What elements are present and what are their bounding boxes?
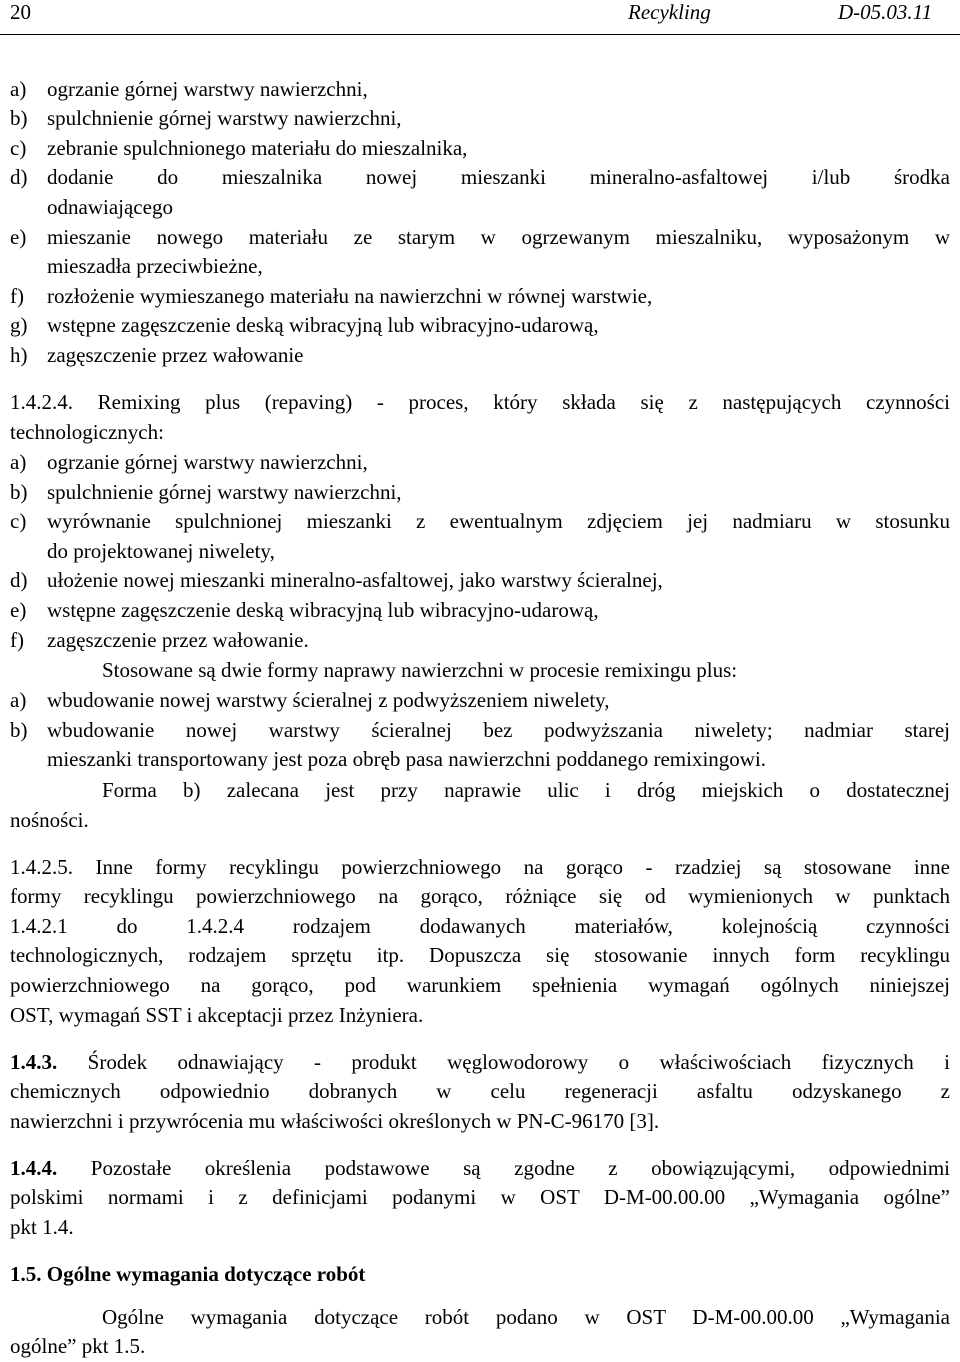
list-item: a) ogrzanie górnej warstwy nawierzchni, bbox=[10, 450, 368, 474]
paragraph-line: technologicznych: bbox=[10, 420, 164, 444]
list-item: e) mieszanie nowego materiału ze starym w ogrzewanym mieszalniku, wyposażonym w bbox=[10, 225, 950, 249]
paragraph-line: chemicznych odpowiednio dobranych w celu regeneracji asfaltu odzyskanego z bbox=[10, 1079, 950, 1103]
list-item: g) wstępne zagęszczenie deską wibracyjną lub wibracyjno-udarową, bbox=[10, 313, 599, 337]
list-item: c) zebranie spulchnionego materiału do mieszalnika, bbox=[10, 136, 468, 160]
list-item-continuation: odnawiającego bbox=[47, 195, 173, 219]
list-item-continuation: mieszadła przeciwbieżne, bbox=[47, 254, 263, 278]
paragraph-line: nośności. bbox=[10, 808, 89, 832]
list-item: d) ułożenie nowej mieszanki mineralno-asfaltowej, jako warstwy ścieralnej, bbox=[10, 568, 663, 592]
paragraph-line: formy recyklingu powierzchniowego na gorąco, różniące się od wymienionych w punktach bbox=[10, 884, 950, 908]
header-document-code: D-05.03.11 bbox=[838, 0, 933, 24]
page-number: 20 bbox=[10, 0, 31, 24]
list-item: a) wbudowanie nowej warstwy ścieralnej z podwyższeniem niwelety, bbox=[10, 688, 610, 712]
list-item: f) zagęszczenie przez wałowanie. bbox=[10, 628, 309, 652]
paragraph-line: powierzchniowego na gorąco, pod warunkiem spełnienia wymagań ogólnych niniejszej bbox=[10, 973, 950, 997]
page-header bbox=[0, 0, 960, 35]
section-heading: 1.5. Ogólne wymagania dotyczące robót bbox=[10, 1262, 366, 1286]
header-title: Recykling bbox=[628, 0, 711, 24]
list-item: b) spulchnienie górnej warstwy nawierzchni, bbox=[10, 480, 402, 504]
section-number: 1.4.3. bbox=[10, 1050, 58, 1074]
list-item-continuation: mieszanki transportowany jest poza obręb pasa nawierzchni poddanego remixingowi. bbox=[47, 747, 767, 771]
list-item: c) wyrównanie spulchnionej mieszanki z ewentualnym zdjęciem jej nadmiaru w stosunku bbox=[10, 509, 950, 533]
paragraph-line: technologicznych, rodzajem sprzętu itp. Dopuszcza się stosowanie innych form recyklingu bbox=[10, 943, 950, 967]
list-item: a) ogrzanie górnej warstwy nawierzchni, bbox=[10, 77, 368, 101]
list-item: b) spulchnienie górnej warstwy nawierzchni, bbox=[10, 106, 402, 130]
paragraph-line: pkt 1.4. bbox=[10, 1215, 74, 1239]
paragraph-line: 1.4.2.5. Inne formy recyklingu powierzchniowego na gorąco - rzadziej są stosowane inne bbox=[10, 855, 950, 879]
list-item: d) dodanie do mieszalnika nowej mieszanki mineralno-asfaltowej i/lub środka bbox=[10, 165, 950, 189]
paragraph-line: 1.4.4. Pozostałe określenia podstawowe są zgodne z obowiązującymi, odpowiednimi bbox=[10, 1156, 951, 1180]
list-item: b) wbudowanie nowej warstwy ścieralnej bez podwyższania niwelety; nadmiar starej bbox=[10, 718, 950, 742]
list-item-continuation: do projektowanej niwelety, bbox=[47, 539, 275, 563]
paragraph-line: ogólne” pkt 1.5. bbox=[10, 1334, 146, 1358]
paragraph-line: Ogólne wymagania dotyczące robót podano w OST D-M-00.00.00 „Wymagania bbox=[102, 1305, 950, 1329]
section-number: 1.4.4. bbox=[10, 1156, 58, 1180]
paragraph-line: 1.4.2.4. Remixing plus (repaving) - proces, który składa się z następujących czynności bbox=[10, 390, 950, 414]
list-item: e) wstępne zagęszczenie deską wibracyjną lub wibracyjno-udarową, bbox=[10, 598, 599, 622]
paragraph-line: nawierzchni i przywrócenia mu właściwości określonych w PN-C-96170 [3]. bbox=[10, 1109, 660, 1133]
paragraph-line: 1.4.3. Środek odnawiający - produkt węglowodorowy o właściwościach fizycznych i bbox=[10, 1050, 951, 1074]
list-item: f) rozłożenie wymieszanego materiału na nawierzchni w równej warstwie, bbox=[10, 284, 653, 308]
paragraph-line: OST, wymagań SST i akceptacji przez Inżyniera. bbox=[10, 1003, 424, 1027]
list-item: h) zagęszczenie przez wałowanie bbox=[10, 343, 304, 367]
paragraph-line: Forma b) zalecana jest przy naprawie ulic i dróg miejskich o dostatecznej bbox=[102, 778, 950, 802]
paragraph-line: 1.4.2.1 do 1.4.2.4 rodzajem dodawanych materiałów, kolejnością czynności bbox=[10, 914, 950, 938]
paragraph-line: polskimi normami i z definicjami podanymi w OST D-M-00.00.00 „Wymagania ogólne” bbox=[10, 1185, 950, 1209]
paragraph-line: Stosowane są dwie formy naprawy nawierzchni w procesie remixingu plus: bbox=[102, 658, 738, 682]
